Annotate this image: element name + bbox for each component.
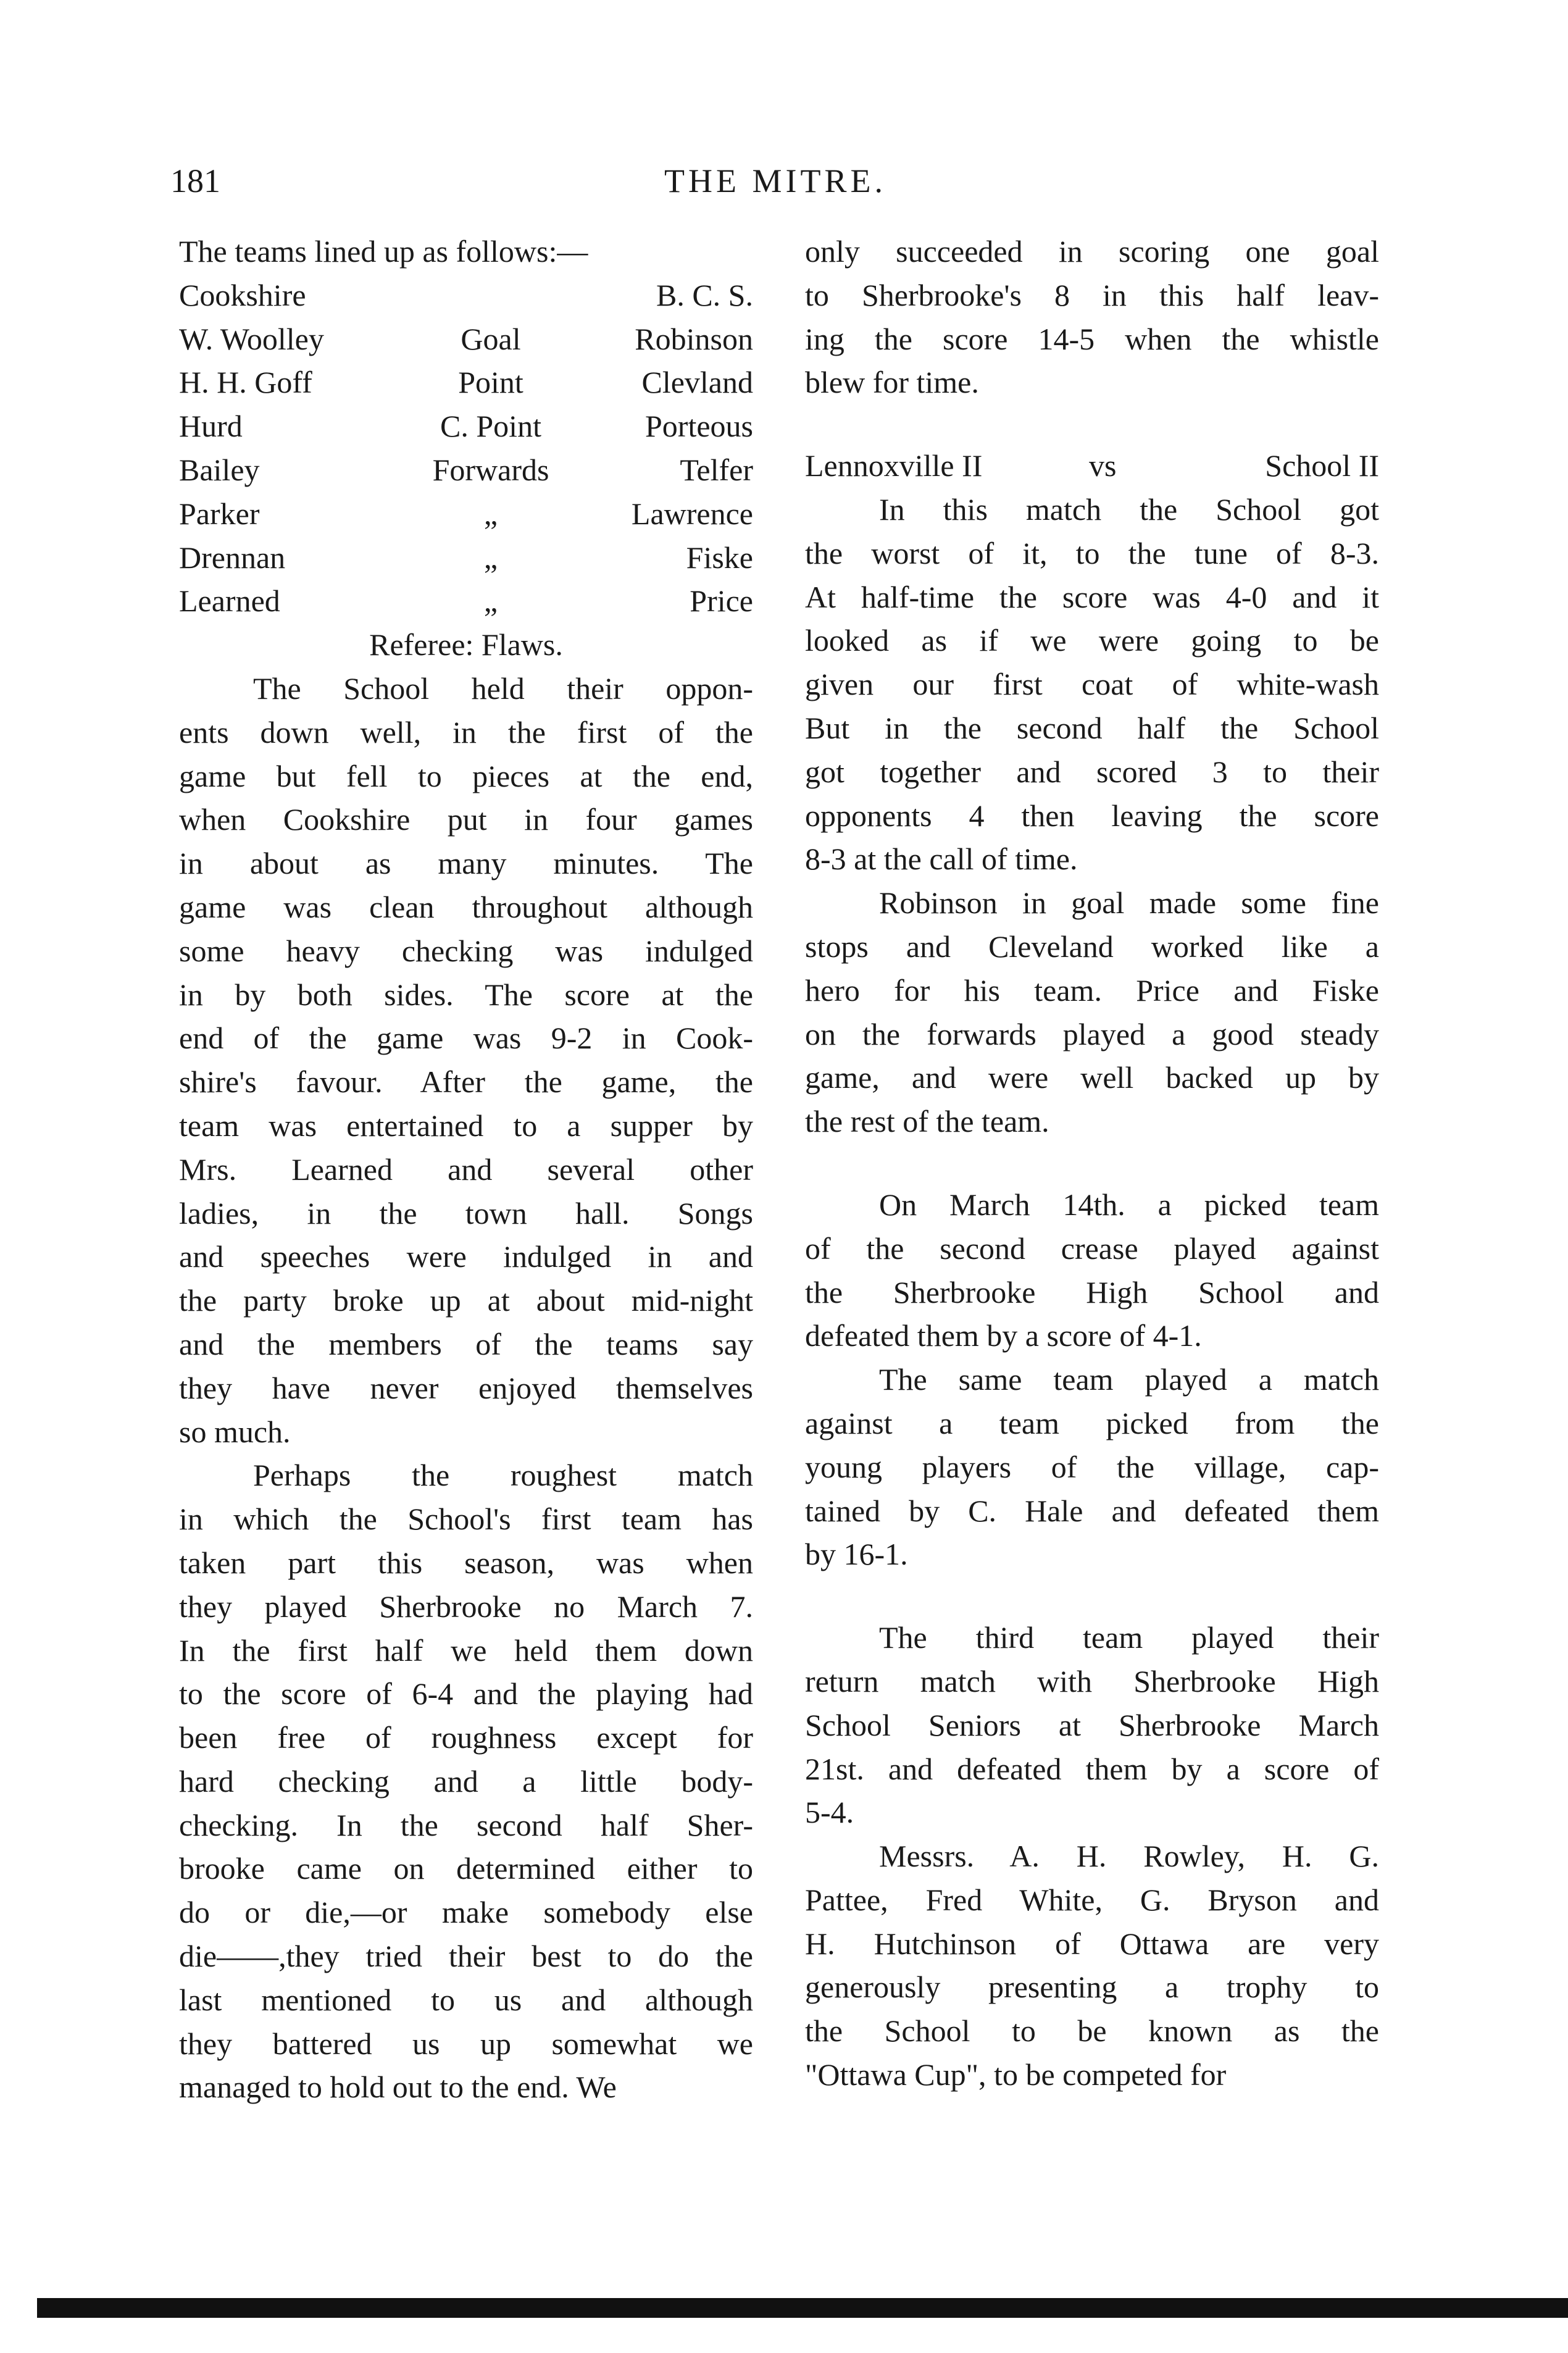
text-line: managed to hold out to the end. We <box>179 2070 617 2105</box>
text-line: Mrs. Learned and several other <box>179 1151 753 1187</box>
text-line: of the second crease played against <box>805 1231 1379 1266</box>
text-line: and the members of the teams say <box>179 1326 753 1361</box>
text-line: hard checking and a little body- <box>179 1763 753 1799</box>
text-line: return match with Sherbrooke High <box>805 1663 1379 1699</box>
text-line: game was clean throughout although <box>179 889 753 924</box>
text-line: Robinson in goal made some fine <box>879 885 1379 921</box>
text-line: the rest of the team. <box>805 1104 1049 1139</box>
roster-table <box>179 317 753 624</box>
text-line: last mentioned to us and although <box>179 1982 753 2017</box>
text-line: 5-4. <box>805 1795 854 1830</box>
text-line: In the first half we held them down <box>179 1632 753 1668</box>
bcs-player: Telfer <box>680 452 753 487</box>
text-line: tained by C. Hale and defeated them <box>805 1493 1379 1528</box>
text-line: team was entertained to a supper by <box>179 1108 753 1143</box>
text-line: ents down well, in the first of the <box>179 714 753 750</box>
text-line: been free of roughness except for <box>179 1720 753 1755</box>
text-line: taken part this season, was when <box>179 1545 753 1580</box>
paragraph-cookshire-match <box>179 667 753 1453</box>
text-line: to Sherbrooke's 8 in this half leav- <box>805 277 1379 312</box>
text-line: On March 14th. a picked team <box>879 1187 1379 1222</box>
player-position: Point <box>458 365 523 400</box>
text-line: to the score of 6-4 and the playing had <box>179 1676 753 1711</box>
paragraph-third-team <box>805 1616 1379 1834</box>
page-bottom-rule <box>37 2298 1568 2318</box>
left-column <box>179 230 753 2109</box>
match-heading-vs: vs <box>1089 448 1117 483</box>
text-line: on the forwards played a good steady <box>805 1016 1379 1051</box>
paragraph-second-team-match <box>805 488 1379 881</box>
text-line: they battered us up somewhat we <box>179 2026 753 2061</box>
player-position: Forwards <box>432 452 549 487</box>
text-line: they have never enjoyed themselves <box>179 1370 753 1405</box>
player-position: „ <box>483 496 498 531</box>
bcs-player: Price <box>690 583 753 619</box>
lineup-intro: The teams lined up as follows:— <box>179 234 588 269</box>
text-line: 8-3 at the call of time. <box>805 842 1078 877</box>
text-line: opponents 4 then leaving the score <box>805 798 1379 833</box>
bcs-player: Fiske <box>686 540 753 575</box>
cookshire-player: Bailey <box>179 452 260 487</box>
bcs-player: Robinson <box>635 321 753 356</box>
text-line: game, and were well backed up by <box>805 1060 1379 1095</box>
cookshire-player: Learned <box>179 583 280 619</box>
roster-row <box>179 579 753 623</box>
text-line: Pattee, Fred White, G. Bryson and <box>805 1882 1379 1917</box>
text-line: game but fell to pieces at the end, <box>179 758 753 793</box>
roster-row <box>179 361 753 404</box>
text-line: shire's favour. After the game, the <box>179 1064 753 1100</box>
bcs-player: Clevland <box>641 365 753 400</box>
page-header <box>170 162 1380 211</box>
text-line: The School held their oppon- <box>253 671 753 706</box>
cookshire-player: Hurd <box>179 409 243 444</box>
journal-title: THE MITRE. <box>664 162 886 199</box>
text-line: got together and scored 3 to their <box>805 754 1379 789</box>
roster-row <box>179 317 753 361</box>
cookshire-player: Parker <box>179 496 260 531</box>
text-line: and speeches were indulged in and <box>179 1239 753 1274</box>
text-line: hero for his team. Price and Fiske <box>805 972 1379 1008</box>
paragraph-same-team <box>805 1358 1379 1576</box>
page-number: 181 <box>170 162 220 199</box>
text-line: when Cookshire put in four games <box>179 802 753 837</box>
match-heading-home: Lennoxville II <box>805 448 983 483</box>
team-headers <box>179 274 753 317</box>
player-position: „ <box>483 583 498 619</box>
text-line: Messrs. A. H. Rowley, H. G. <box>879 1839 1379 1874</box>
text-line: ladies, in the town hall. Songs <box>179 1195 753 1231</box>
text-line: against a team picked from the <box>805 1405 1379 1440</box>
text-line: But in the second half the School <box>805 710 1379 745</box>
paragraph-march-14 <box>805 1183 1379 1358</box>
text-line: blew for time. <box>805 365 979 400</box>
text-line: H. Hutchinson of Ottawa are very <box>805 1926 1379 1961</box>
match-heading-away: School II <box>1265 448 1379 483</box>
roster-row <box>179 536 753 580</box>
match-heading <box>805 444 1379 488</box>
player-position: C. Point <box>440 409 541 444</box>
bcs-player: Porteous <box>645 409 753 444</box>
player-position: Goal <box>461 321 521 356</box>
text-line: brooke came on determined either to <box>179 1851 753 1886</box>
text-line: Perhaps the roughest match <box>253 1458 753 1493</box>
text-line: School Seniors at Sherbrooke March <box>805 1707 1379 1742</box>
paragraph-ottawa-cup <box>805 1834 1379 2097</box>
roster-row <box>179 404 753 448</box>
text-line: checking. In the second half Sher- <box>179 1807 753 1842</box>
roster-row <box>179 448 753 492</box>
bcs-player: Lawrence <box>631 496 753 531</box>
text-line: only succeeded in scoring one goal <box>805 234 1379 269</box>
paragraph-sherbrooke-match <box>179 1453 753 2109</box>
text-line: in by both sides. The score at the <box>179 977 753 1012</box>
text-line: end of the game was 9-2 in Cook- <box>179 1021 753 1056</box>
text-line: The same team played a match <box>879 1362 1379 1397</box>
text-line: the School to be known as the <box>805 2013 1379 2049</box>
right-column <box>805 230 1379 2097</box>
text-line: by 16-1. <box>805 1537 908 1572</box>
text-line: do or die,—or make somebody else <box>179 1895 753 1930</box>
text-line: so much. <box>179 1414 291 1449</box>
text-line: the Sherbrooke High School and <box>805 1274 1379 1310</box>
cookshire-player: H. H. Goff <box>179 365 312 400</box>
text-line: 21st. and defeated them by a score of <box>805 1751 1379 1786</box>
cookshire-player: W. Woolley <box>179 321 324 356</box>
text-line: in about as many minutes. The <box>179 846 753 881</box>
cookshire-player: Drennan <box>179 540 286 575</box>
text-line: given our first coat of white-wash <box>805 667 1379 702</box>
text-line: in which the School's first team has <box>179 1502 753 1537</box>
text-line: In this match the School got <box>879 491 1379 527</box>
text-line: "Ottawa Cup", to be competed for <box>805 2057 1227 2092</box>
text-line: the worst of it, to the tune of 8-3. <box>805 535 1379 570</box>
text-line: they played Sherbrooke no March 7. <box>179 1589 753 1624</box>
roster-row <box>179 492 753 536</box>
text-line: stops and Cleveland worked like a <box>805 929 1379 964</box>
text-line: die——,they tried their best to do the <box>179 1939 753 1974</box>
team-header-cookshire: Cookshire <box>179 277 306 312</box>
text-line: ing the score 14-5 when the whistle <box>805 321 1379 356</box>
paragraph-robinson <box>805 881 1379 1143</box>
player-position: „ <box>483 540 498 575</box>
text-line: The third team played their <box>879 1620 1379 1655</box>
referee-line: Referee: Flaws. <box>369 627 563 662</box>
text-line: the party broke up at about mid-night <box>179 1283 753 1318</box>
text-line: defeated them by a score of 4-1. <box>805 1318 1202 1353</box>
text-line: young players of the village, cap- <box>805 1449 1379 1484</box>
text-line: generously presenting a trophy to <box>805 1970 1379 2005</box>
text-line: some heavy checking was indulged <box>179 933 753 968</box>
text-line: At half-time the score was 4-0 and it <box>805 579 1379 614</box>
paragraph-continuation <box>805 230 1379 404</box>
team-header-bcs: B. C. S. <box>656 277 753 312</box>
text-line: looked as if we were going to be <box>805 623 1379 658</box>
